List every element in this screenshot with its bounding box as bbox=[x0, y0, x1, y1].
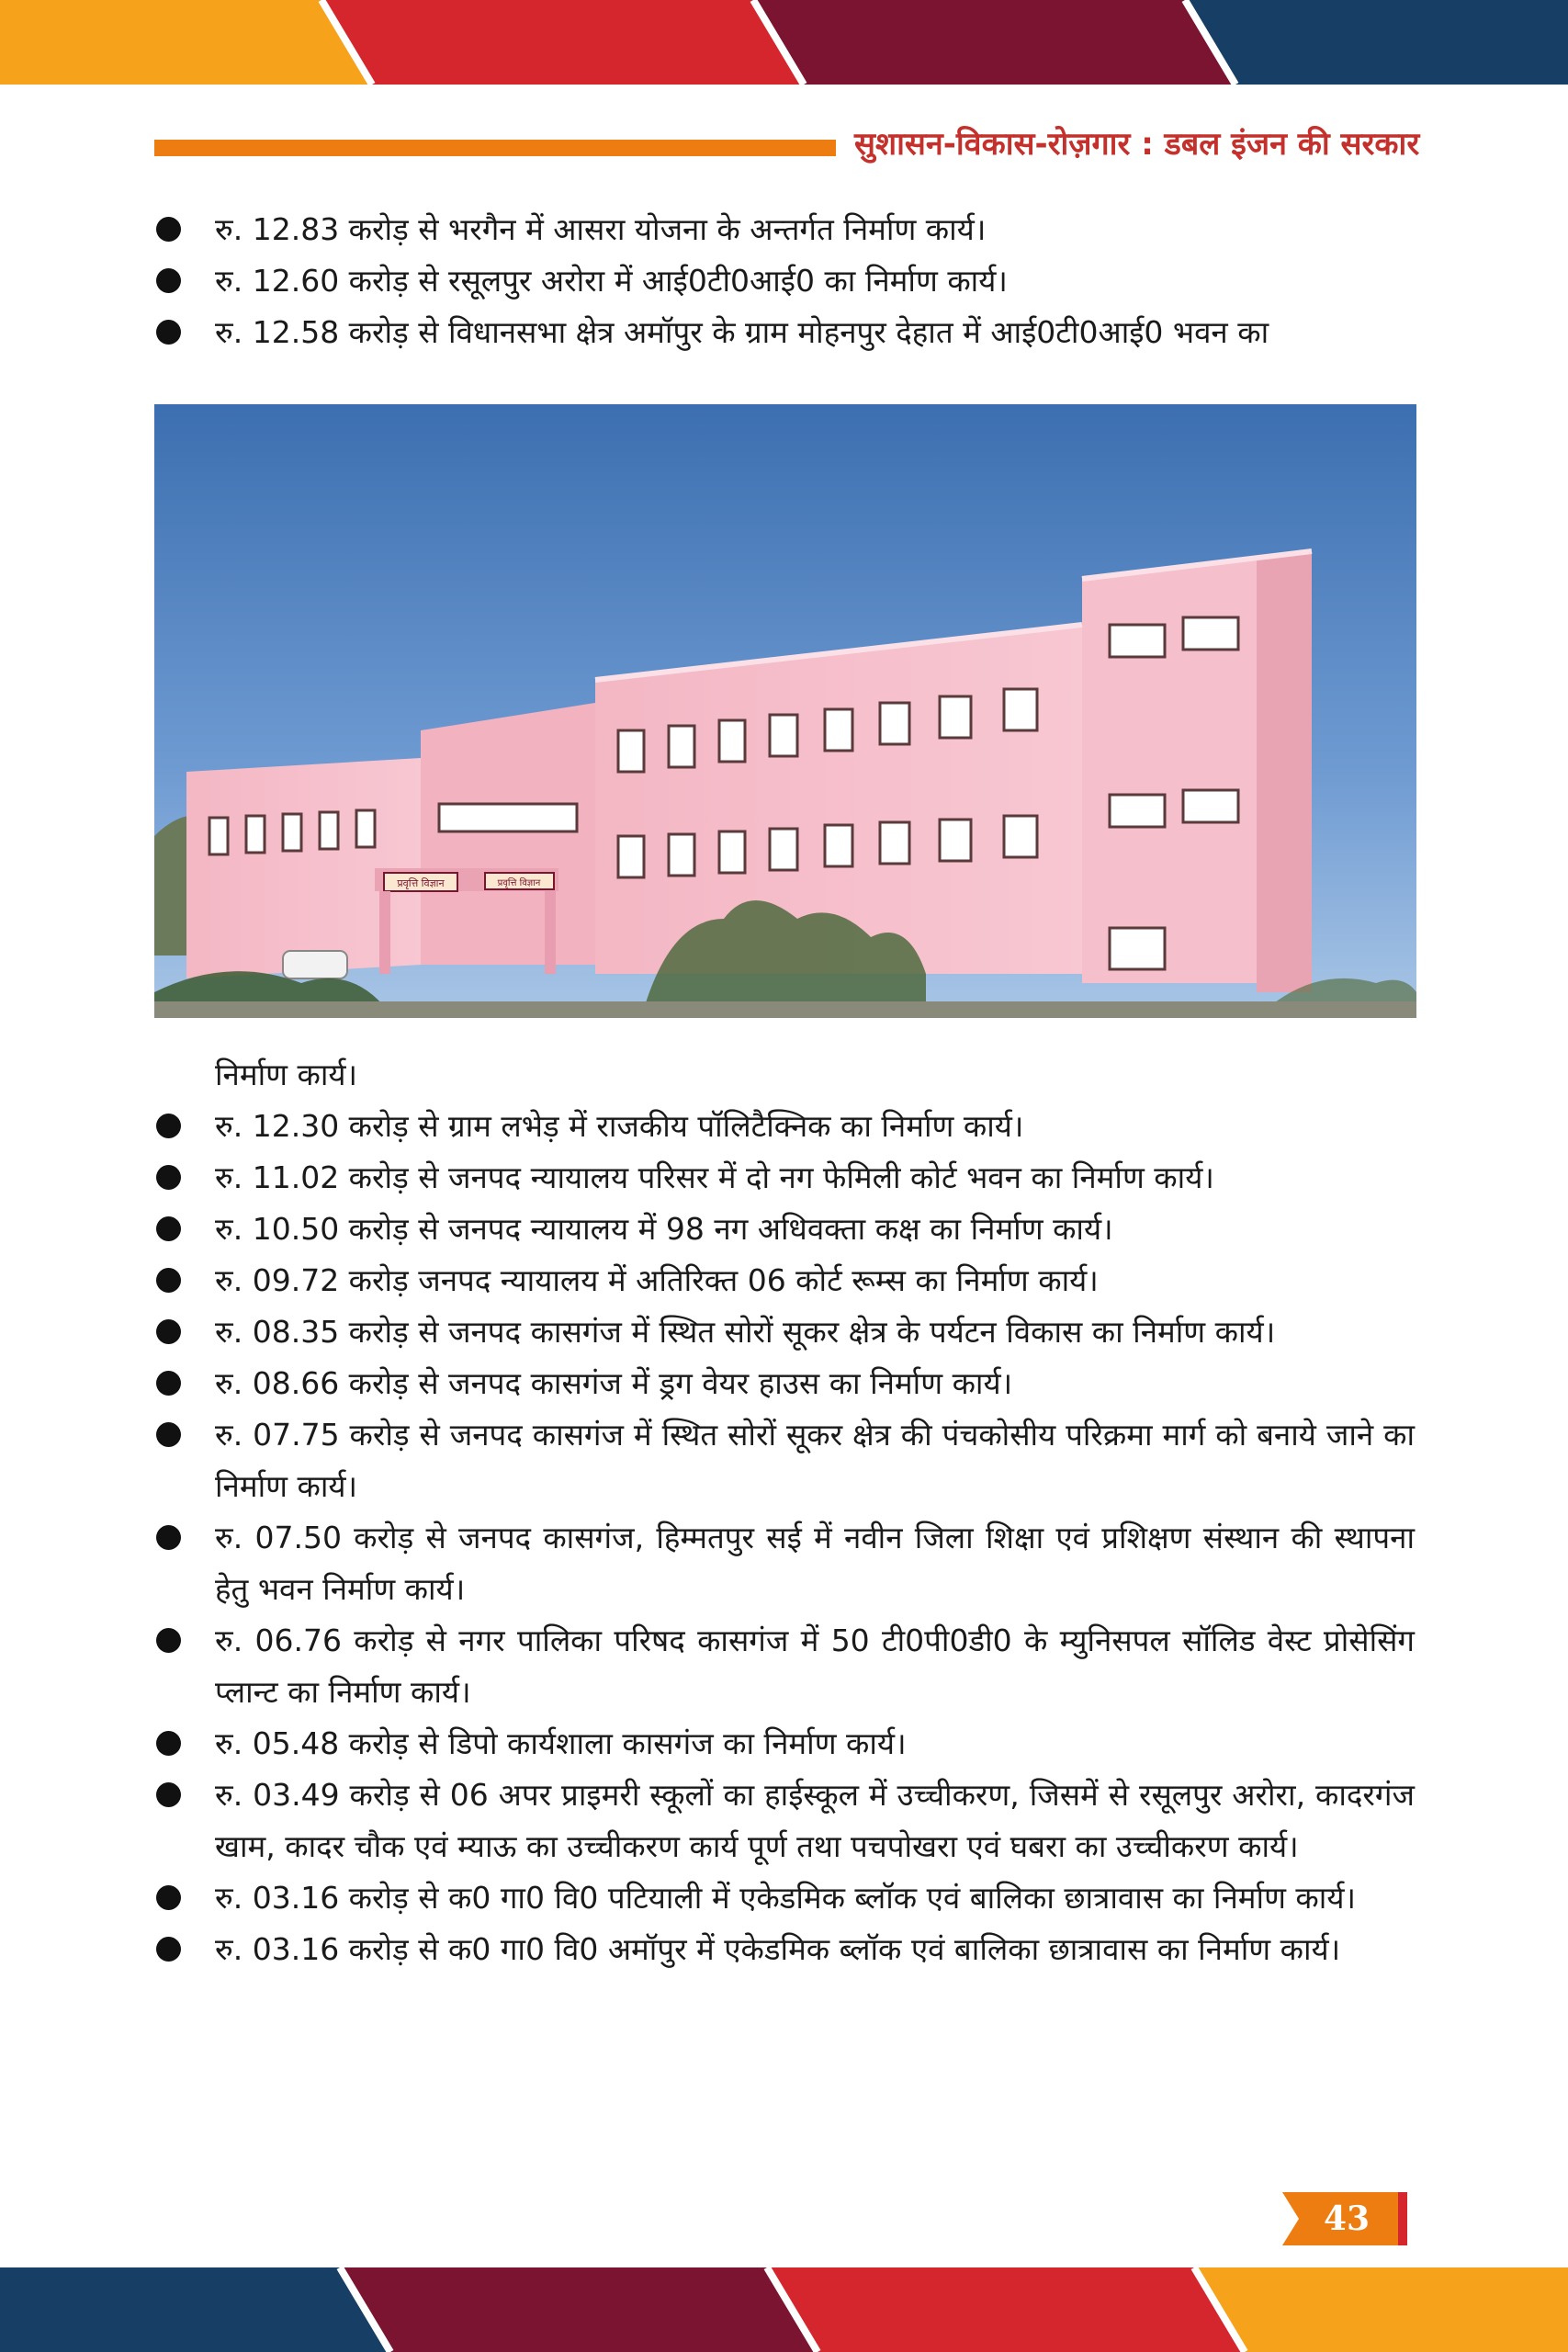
list-item: रु. 12.83 करोड़ से भरगैन में आसरा योजना के अन्तर्गत निर्माण कार्य। bbox=[154, 204, 1415, 255]
list-item: रु. 03.16 करोड़ से क0 गा0 वि0 पटियाली में एकेडमिक ब्लॉक एवं बालिका छात्रावास का निर्माण कार्य। bbox=[154, 1872, 1415, 1924]
list-item: रु. 12.30 करोड़ से ग्राम लभेड़ में राजकीय पॉलिटैक्निक का निर्माण कार्य। bbox=[154, 1101, 1415, 1152]
project-list-bottom bbox=[154, 1049, 1415, 1975]
bullet-icon bbox=[156, 1782, 181, 1807]
bullet-icon bbox=[156, 1525, 181, 1550]
list-item: रु. 07.50 करोड़ से जनपद कासगंज, हिम्मतपुर सई में नवीन जिला शिक्षा एवं प्रशिक्षण संस्थान की स्थापना हेतु भवन निर्माण कार्य। bbox=[154, 1512, 1415, 1615]
bullet-icon bbox=[156, 1114, 181, 1138]
bullet-icon bbox=[156, 1165, 181, 1190]
list-item: रु. 10.50 करोड़ से जनपद न्यायालय में 98 नग अधिवक्ता कक्ष का निर्माण कार्य। bbox=[154, 1204, 1415, 1255]
bullet-icon bbox=[156, 1268, 181, 1293]
bullet-icon bbox=[156, 1731, 181, 1756]
sign-text-left: प्रवृत्ति विज्ञान bbox=[397, 877, 445, 889]
list-item: रु. 05.48 करोड़ से डिपो कार्यशाला कासगंज का निर्माण कार्य। bbox=[154, 1718, 1415, 1770]
bullet-icon bbox=[156, 1422, 181, 1447]
header-rule bbox=[154, 140, 836, 156]
page-number-tab bbox=[1282, 2192, 1407, 2245]
bullet-icon bbox=[156, 1216, 181, 1241]
list-item: रु. 08.66 करोड़ से जनपद कासगंज में ड्रग वेयर हाउस का निर्माण कार्य। bbox=[154, 1358, 1415, 1409]
list-item: रु. 03.16 करोड़ से क0 गा0 वि0 अमॉपुर में एकेडमिक ब्लॉक एवं बालिका छात्रावास का निर्माण कार्य। bbox=[154, 1924, 1415, 1975]
running-header: सुशासन-विकास-रोज़गार : डबल इंजन की सरकार bbox=[854, 126, 1420, 163]
bullet-icon bbox=[156, 1937, 181, 1962]
list-item: रु. 06.76 करोड़ से नगर पालिका परिषद कासगंज में 50 टी0पी0डी0 के म्युनिसपल सॉलिड वेस्ट प्रोसेसिंग प्लान्ट का निर्माण कार्य। bbox=[154, 1615, 1415, 1718]
sign-text-right: प्रवृत्ति विज्ञान bbox=[497, 878, 541, 888]
list-item: रु. 08.35 करोड़ से जनपद कासगंज में स्थित सोरों सूकर क्षेत्र के पर्यटन विकास का निर्माण कार्य। bbox=[154, 1306, 1415, 1358]
list-item: रु. 09.72 करोड़ जनपद न्यायालय में अतिरिक्त 06 कोर्ट रूम्स का निर्माण कार्य। bbox=[154, 1255, 1415, 1306]
bullet-icon bbox=[156, 217, 181, 242]
project-list-top bbox=[154, 204, 1415, 358]
bullet-icon bbox=[156, 1628, 181, 1653]
list-item: रु. 12.58 करोड़ से विधानसभा क्षेत्र अमॉपुर के ग्राम मोहनपुर देहात में आई0टी0आई0 भवन का bbox=[154, 307, 1415, 358]
list-item-continuation: निर्माण कार्य। bbox=[215, 1057, 358, 1092]
bullet-icon bbox=[156, 1885, 181, 1910]
bullet-icon bbox=[156, 1319, 181, 1344]
list-item: रु. 03.49 करोड़ से 06 अपर प्राइमरी स्कूलों का हाईस्कूल में उच्चीकरण, जिसमें से रसूलपुर अरोरा, कादरगंज खाम, कादर चौक एवं म्याऊ का उच्चीकरण कार्य पूर्ण तथा पचपोखरा एवं घबरा का उच्चीकरण कार्य। bbox=[154, 1770, 1415, 1872]
page-number: 43 bbox=[1323, 2199, 1371, 2238]
list-item: रु. 12.60 करोड़ से रसूलपुर अरोरा में आई0टी0आई0 का निर्माण कार्य। bbox=[154, 255, 1415, 307]
top-decorative-band bbox=[0, 0, 1568, 85]
bullet-icon bbox=[156, 320, 181, 345]
bullet-icon bbox=[156, 268, 181, 293]
list-item: रु. 07.75 करोड़ से जनपद कासगंज में स्थित सोरों सूकर क्षेत्र की पंचकोसीय परिक्रमा मार्ग को बनाये जाने का निर्माण कार्य। bbox=[154, 1409, 1415, 1512]
building-photo bbox=[154, 404, 1416, 1018]
list-item: रु. 11.02 करोड़ से जनपद न्यायालय परिसर में दो नग फेमिली कोर्ट भवन का निर्माण कार्य। bbox=[154, 1152, 1415, 1204]
bottom-decorative-band bbox=[0, 2267, 1568, 2352]
bullet-icon bbox=[156, 1371, 181, 1396]
